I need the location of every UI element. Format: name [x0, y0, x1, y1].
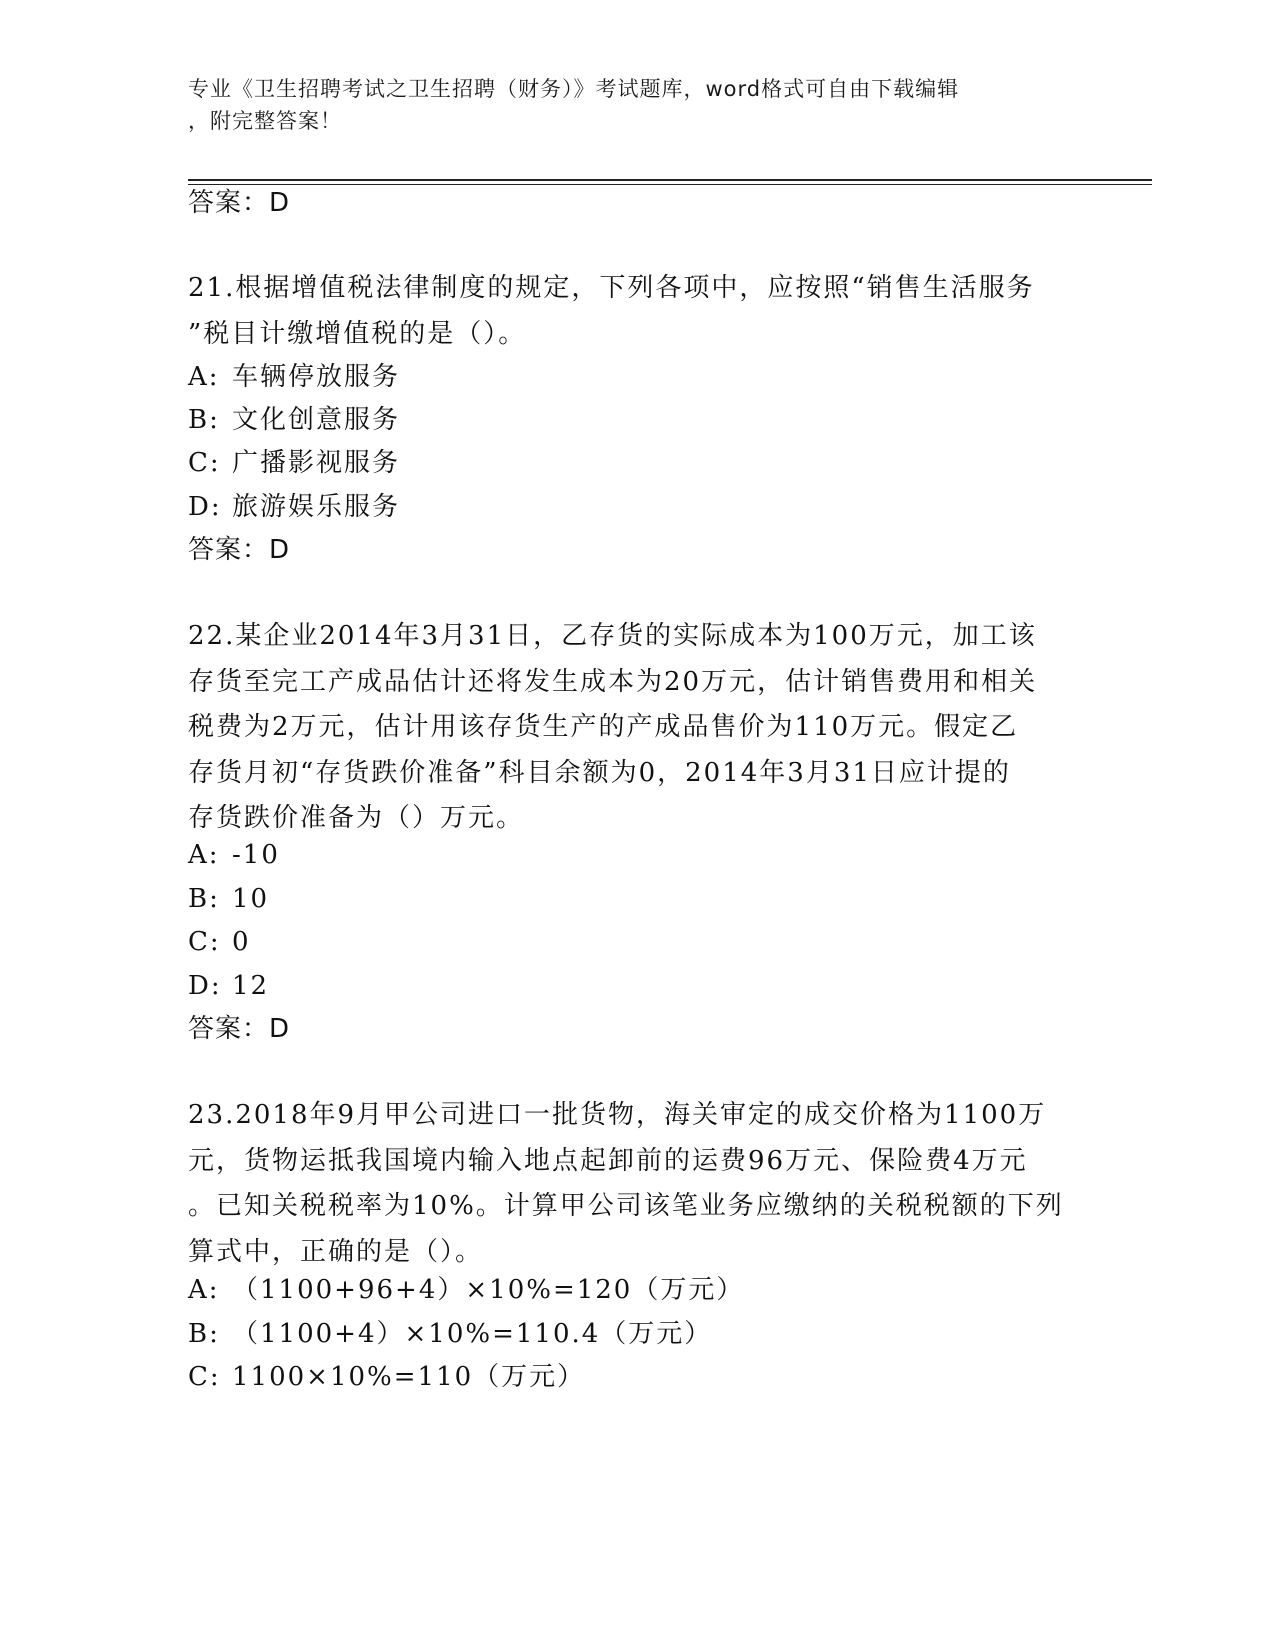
question-22-line-2: 存货至完工产成品估计还将发生成本为20万元，估计销售费用和相关 [188, 666, 1038, 697]
question-23-line-1: 23.2018年9月甲公司进口一批货物，海关审定的成交价格为1100万 [188, 1100, 1047, 1130]
question-21-answer: 答案：D [188, 535, 291, 565]
option-text: 12 [232, 971, 270, 1001]
question-23-line-2: 元，货物运抵我国境内输入地点起卸前的运费96万元、保险费4万元 [188, 1145, 1028, 1176]
option-letter: D: [188, 492, 222, 522]
option-text: 0 [232, 927, 251, 957]
question-21-option-b [188, 403, 400, 437]
header-divider-thin [188, 184, 1152, 185]
question-22-option-d [188, 969, 269, 1003]
option-letter: D: [188, 971, 222, 1001]
question-22-option-c [188, 925, 251, 959]
question-23-option-a [188, 1273, 744, 1307]
option-text: 文化创意服务 [232, 405, 401, 435]
option-text: 旅游娱乐服务 [232, 492, 401, 522]
option-letter: A: [188, 1275, 220, 1305]
answer-previous: 答案：D [188, 188, 291, 218]
question-23-option-b [188, 1317, 712, 1351]
question-22-line-5: 存货跌价准备为（）万元。 [188, 803, 525, 833]
question-23-line-4: 算式中，正确的是（）。 [188, 1236, 484, 1267]
question-21-option-d [188, 490, 400, 524]
option-text: 1100×10%=110（万元） [232, 1362, 586, 1392]
question-22-option-b [188, 882, 269, 916]
question-22 [188, 614, 1088, 842]
question-21-option-c [188, 446, 400, 480]
question-22-line-4: 存货月初“存货跌价准备”科目余额为0，2014年3月31日应计提的 [188, 757, 1011, 788]
option-letter: B: [188, 1319, 220, 1349]
option-text: （1100+4）×10%=110.4（万元） [232, 1319, 713, 1349]
option-letter: A: [188, 840, 220, 870]
question-23 [188, 1093, 1088, 1275]
question-23-option-c [188, 1360, 585, 1394]
option-letter: C: [188, 927, 221, 957]
question-22-option-a [188, 838, 280, 872]
header-divider-thick [188, 179, 1152, 181]
option-letter: C: [188, 1362, 221, 1392]
option-text: -10 [232, 840, 280, 870]
question-22-answer: 答案：D [188, 1014, 291, 1044]
option-text: （1100+96+4）×10%=120（万元） [232, 1275, 745, 1305]
option-text: 10 [232, 884, 270, 914]
option-text: 广播影视服务 [232, 448, 401, 478]
question-21-option-a [188, 360, 400, 394]
question-22-line-3: 税费为2万元，估计用该存货生产的产成品售价为110万元。假定乙 [188, 712, 1019, 742]
header-line-1: 专业《卫生招聘考试之卫生招聘（财务）》考试题库，word格式可自由下载编辑 [188, 77, 960, 101]
option-letter: C: [188, 448, 221, 478]
option-letter: B: [188, 405, 220, 435]
option-letter: A: [188, 362, 220, 392]
question-21 [188, 266, 1088, 357]
question-23-line-3: 。已知关税税率为10%。计算甲公司该笔业务应缴纳的关税税额的下列 [188, 1191, 1064, 1221]
header-line-2: ，附完整答案！ [188, 109, 342, 133]
option-letter: B: [188, 884, 220, 914]
question-22-line-1: 22.某企业2014年3月31日，乙存货的实际成本为100万元，加工该 [188, 621, 1037, 651]
option-text: 车辆停放服务 [232, 362, 401, 392]
document-header [188, 73, 1088, 137]
question-21-line-1: 21.根据增值税法律制度的规定，下列各项中，应按照“销售生活服务 [188, 273, 1035, 303]
question-21-line-2: ”税目计缴增值税的是（）。 [188, 318, 527, 349]
